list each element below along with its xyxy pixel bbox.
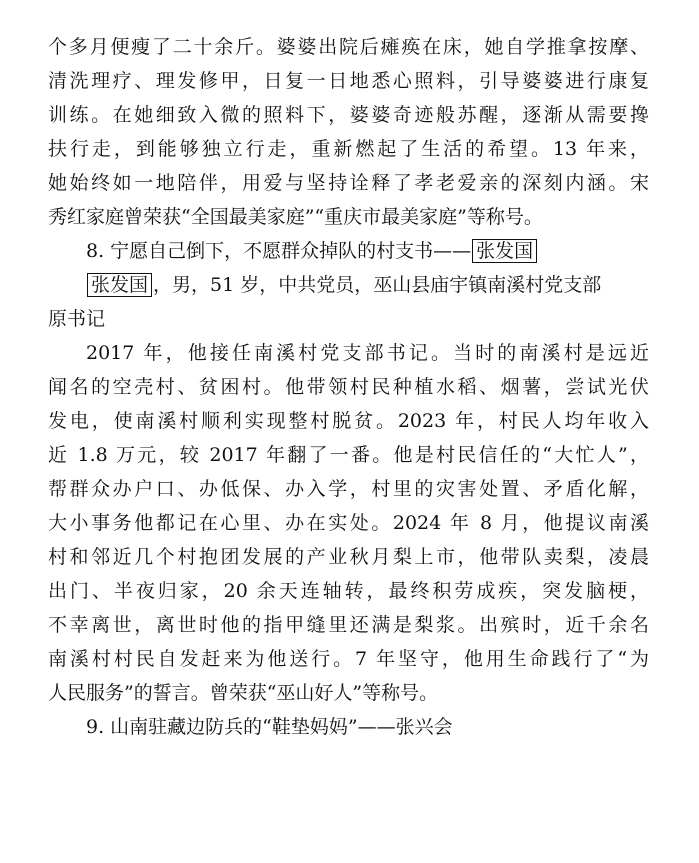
section-9-heading: 9. 山南驻藏边防兵的“鞋垫妈妈”——张兴会: [86, 716, 453, 738]
section-8-intro-name: 张发国: [87, 273, 152, 297]
paragraph-zhang-faguo: [48, 336, 649, 710]
text-line: 闻名的空壳村、贫困村。他带领村民种植水稻、烟薯，尝试光伏: [48, 376, 649, 398]
text-line: 不幸离世，离世时他的指甲缝里还满是梨浆。出殡时，近千余名: [48, 614, 649, 636]
text-line: 扶行走，到能够独立行走，重新燃起了生活的希望。13 年来，: [48, 138, 649, 160]
text-line: 南溪村村民自发赶来为他送行。7 年坚守，他用生命践行了“为: [48, 648, 649, 670]
section-8-intro-line-2: 原书记: [48, 308, 106, 330]
section-8-heading-text: 8. 宁愿自己倒下，不愿群众掉队的村支书——: [86, 240, 472, 262]
text-line: 训练。在她细致入微的照料下，婆婆奇迹般苏醒，逐渐从需要搀: [48, 104, 649, 126]
text-line: 帮群众办户口、办低保、办入学，村里的灾害处置、矛盾化解，: [48, 478, 649, 500]
text-line: 大小事务他都记在心里、办在实处。2024 年 8 月，他提议南溪: [48, 512, 649, 534]
text-line: 清洗理疗、理发修甲，日复一日地悉心照料，引导婆婆进行康复: [48, 70, 649, 92]
text-line: 出门、半夜归家，20 余天连轴转，最终积劳成疾，突发脑梗，: [48, 580, 649, 602]
paragraph-song-xiuhong: [48, 30, 649, 234]
document-page: [48, 30, 649, 744]
section-8-heading: [48, 234, 649, 268]
text-line: 近 1.8 万元，较 2017 年翻了一番。他是村民信任的“大忙人”，: [48, 444, 649, 466]
text-line: 村和邻近几个村抱团发展的产业秋月梨上市，他带队卖梨，凌晨: [48, 546, 649, 568]
text-line: 人民服务”的誓言。曾荣获“巫山好人”等称号。: [48, 682, 439, 704]
section-8-intro-line: [48, 268, 649, 302]
section-8-intro-text: ，男，51 岁，中共党员，巫山县庙宇镇南溪村党支部: [153, 274, 602, 296]
text-line: 她始终如一地陪伴，用爱与坚持诠释了孝老爱亲的深刻内涵。宋: [48, 172, 649, 194]
text-line: 秀红家庭曾荣获“全国最美家庭”“重庆市最美家庭”等称号。: [48, 206, 543, 228]
text-line: 2017 年，他接任南溪村党支部书记。当时的南溪村是远近: [86, 342, 649, 364]
text-line: 发电，使南溪村顺利实现整村脱贫。2023 年，村民人均年收入: [48, 410, 649, 432]
text-line: 个多月便瘦了二十余斤。婆婆出院后瘫痪在床，她自学推拿按摩、: [48, 36, 649, 58]
section-8-heading-name: 张发国: [472, 239, 537, 263]
